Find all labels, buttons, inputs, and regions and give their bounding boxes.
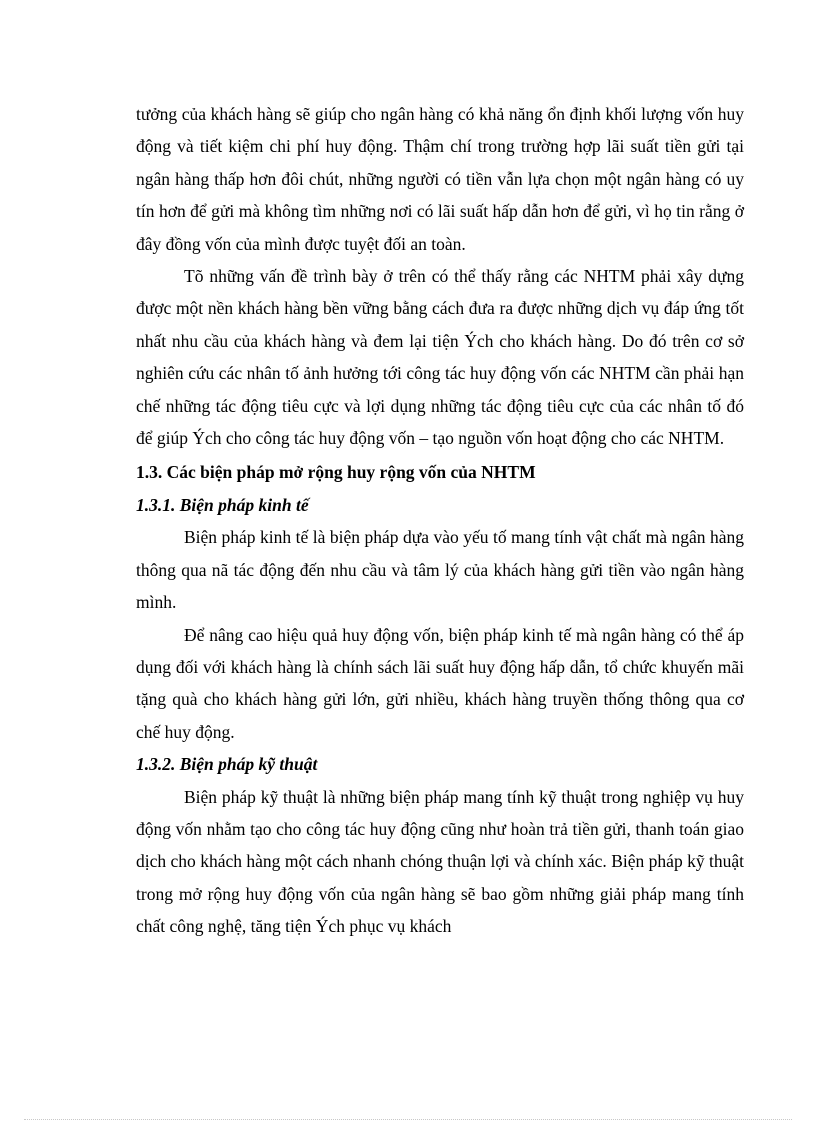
subsection-heading-technical: 1.3.2. Biện pháp kỹ thuật bbox=[136, 754, 318, 775]
paragraph-technical-definition: Biện pháp kỹ thuật là những biện pháp mang tính kỹ thuật trong nghiệp vụ huy động vốn nhằm tạo cho công tác huy động cũng như hoàn trả tiền gửi, thanh toán giao dịch cho khách hàng một cách nhanh chóng thuận lợi và chính xác. Biện pháp kỹ thuật trong mở rộng huy động vốn của ngân hàng sẽ bao gồm những giải pháp mang tính chất công nghệ, tăng tiện Ých phục vụ khách bbox=[136, 786, 744, 937]
document-body bbox=[136, 98, 744, 943]
paragraph-economic-measures: Để nâng cao hiệu quả huy động vốn, biện pháp kinh tế mà ngân hàng có thể áp dụng đối với khách hàng là chính sách lãi suất huy động hấp dẫn, tổ chức khuyến mãi tặng quà cho khách hàng gửi lớn, gửi nhiều, khách hàng truyền thống thông qua cơ chế huy động. bbox=[136, 624, 744, 742]
subsection-heading-economic: 1.3.1. Biện pháp kinh tế bbox=[136, 494, 309, 515]
section-heading: 1.3. Các biện pháp mở rộng huy rộng vốn của NHTM bbox=[136, 462, 536, 483]
paragraph-economic-definition: Biện pháp kinh tế là biện pháp dựa vào yếu tố mang tính vật chất mà ngân hàng thông qua nã tác động đến nhu cầu và tâm lý của khách hàng gửi tiền vào ngân hàng mình. bbox=[136, 527, 744, 613]
paragraph-customer-base: Tõ những vấn đề trình bày ở trên có thể thấy rằng các NHTM phải xây dựng được một nền khách hàng bền vững bằng cách đưa ra được những dịch vụ đáp ứng tốt nhất nhu cầu của khách hàng và đem lại tiện Ých cho khách hàng. Do đó trên cơ sở nghiên cứu các nhân tố ảnh hưởng tới công tác huy động vốn các NHTM cần phải hạn chế những tác động tiêu cực và lợi dụng những tác động tiêu cực của các nhân tố đó để giúp Ých cho công tác huy động vốn – tạo nguồn vốn hoạt động cho các NHTM. bbox=[136, 266, 744, 449]
paragraph-continued: tưởng của khách hàng sẽ giúp cho ngân hàng có khả năng ổn định khối lượng vốn huy động và tiết kiệm chi phí huy động. Thậm chí trong trường hợp lãi suất tiền gửi tại ngân hàng thấp hơn đôi chút, những người có tiền vẫn lựa chọn một ngân hàng có uy tín hơn để gửi mà không tìm những nơi có lãi suất hấp dẫn hơn để gửi, vì họ tin rằng ở đây đồng vốn của mình được tuyệt đối an toàn. bbox=[136, 104, 744, 254]
page-bottom-divider bbox=[24, 1119, 792, 1120]
